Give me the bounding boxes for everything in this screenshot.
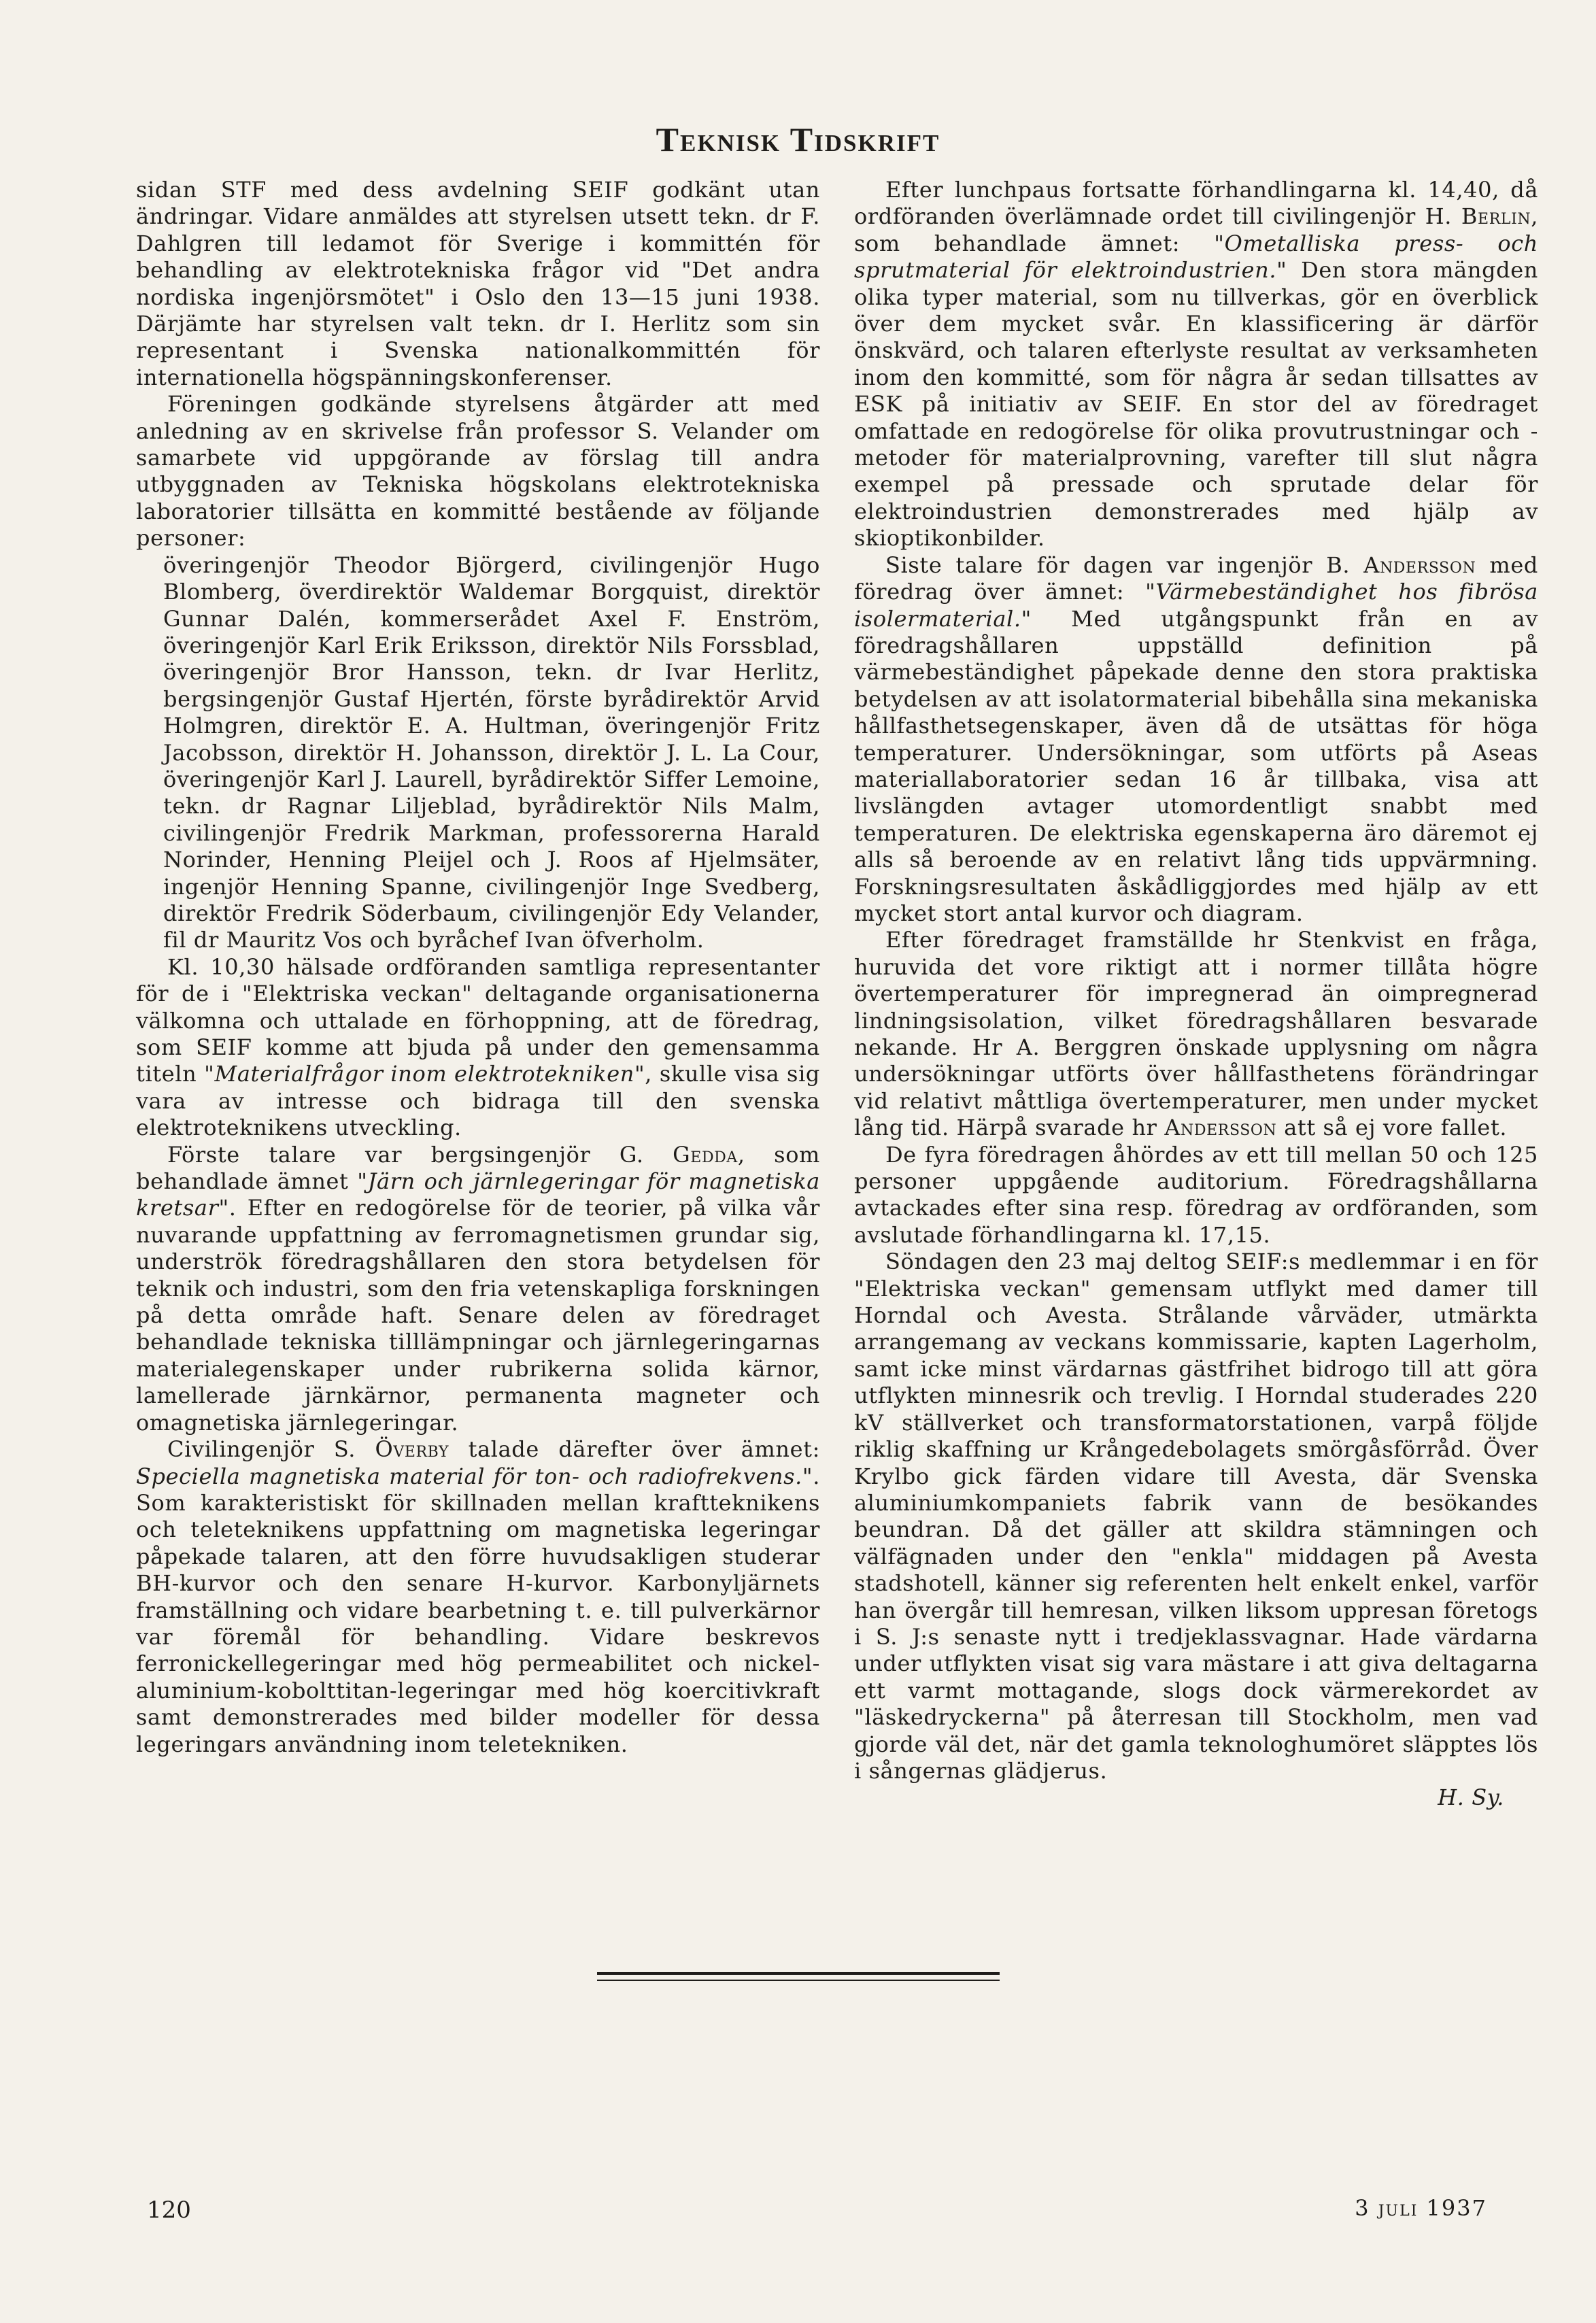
lecture-series-title: Materialfrågor inom elektrotekniken bbox=[214, 1061, 634, 1087]
footer-rule bbox=[597, 1972, 1000, 1975]
paragraph: Kl. 10,30 hälsade ordföranden samtliga representanter för de i "Elektriska veckan" deltagande organisationerna välkomna och uttalade en förhoppning, att de föredrag, som SEIF komme att bjuda på under den gemensamma titeln "Materialfrågor inom elektrotekniken", skulle visa sig vara av intresse och bidraga till den svenska elektroteknikens utveckling. bbox=[136, 953, 821, 1141]
speaker-name: Berlin bbox=[1461, 203, 1531, 230]
text-run: , som behandlade ämnet: " bbox=[854, 203, 1538, 256]
issue-date: 3 juli 1937 bbox=[1355, 2195, 1487, 2221]
text-run: Siste talare för dagen var ingenjör B. bbox=[885, 552, 1364, 578]
footer-rule bbox=[597, 1980, 1000, 1981]
text-run: " Med utgångspunkt från en av föredragshållaren uppställd definition på värmebeständighet påpekade denne den stora praktiska betydelsen av att isolatormaterial bibehålla sina mekaniska hållfasthetsegenskaper, även då de utsättas för höga temperaturer. Undersökningar, som utförts på Aseas materiallaboratorier sedan 16 år tillbaka, visa att livslängden avtager utomordentligt snabbt med temperaturen. De elektriska egenskaperna äro däremot ej alls så beroende av en relativt lång tids uppvärmning. Forskningsresultaten åskådliggjordes med hjälp av ett mycket stort antal kurvor och diagram. bbox=[854, 605, 1538, 926]
paragraph: Söndagen den 23 maj deltog SEIF:s medlemmar i en för "Elektriska veckan" gemensam utflykt med damer till Horndal och Avesta. Strålande vårväder, utmärkta arrangemang av veckans kommissarie, kapten Lagerholm, samt icke minst värdarnas gästfrihet bidrogo till att göra utflykten minnesrik och trevlig. I Horndal studerades 220 kV ställverket och transformatorstationen, varpå följde riklig skaffning ur Krångedebolagets smörgåsförråd. Över Krylbo gick färden vidare till Avesta, där Svenska aluminiumkompaniets fabrik vann de besökandes beundran. Då det gäller att skildra stämningen och välfägnaden under den "enkla" middagen på Avesta stadshotell, känner sig referenten helt enkelt enkel, varför han övergår till hemresan, vilken liksom uppresan företogs i S. J:s senaste nytt i tredjeklassvagnar. Hade värdarna under utflykten visat sig vara mästare i att giva deltagarna ett varmt mottagande, slogs dock värmerekordet av "läskedryckerna" på återresan till Stockholm, men vad gjorde väl det, när det gamla teknologhumöret släpptes lös i sångernas glädjerus. bbox=[854, 1249, 1538, 1784]
text-run: ". Efter en redogörelse för de teorier, på vilka vår nuvarande uppfattning av ferromagnetismen grundar sig, underströk föredragshållaren den stora betydelsen för teknik och industri, som den fria vetenskapliga forskningen på detta område haft. Senare delen av föredraget behandlade tekniska tilllämpningar och järnlegeringarnas materialegenskaper under rubrikerna solida kärnor, lamellerade järnkärnor, permanenta magneter och omagnetiska järnlegeringar. bbox=[136, 1195, 820, 1436]
text-run: ", skulle visa sig vara av intresse och bidraga till den svenska elektroteknikens utveckling. bbox=[136, 1061, 821, 1141]
paragraph bbox=[854, 927, 1538, 1141]
author-signature: H. Sy. bbox=[1438, 1784, 1504, 1811]
text-run: ". Som karakteristiskt för skillnaden mellan kraftteknikens och teleteknikens uppfattning om magnetiska legeringar påpekade talaren, att den förre huvudsakligen studerar BH-kurvor och den senare H-kurvor. Karbonyljärnets framställning och vidare bearbetning t. e. till pulverkärnor var föremål för behandling. Vidare beskrevos ferronickellegeringar med hög permeabilitet och nickel-aluminium-kobolttitan-legeringar med hög koercitivkraft samt demonstrerades med bilder modeller för dessa legeringars användning inom teletekniken. bbox=[136, 1463, 820, 1757]
right-column bbox=[854, 177, 1538, 1812]
paragraph bbox=[854, 177, 1538, 552]
speaker-name: Överby bbox=[375, 1436, 449, 1463]
journal-title: Teknisk Tidskrift bbox=[656, 120, 940, 158]
text-run: med föredrag över ämnet: " bbox=[854, 552, 1538, 605]
paragraph: Föreningen godkände styrelsens åtgärder att med anledning av en skrivelse från professor S. Velander om samarbete vid uppgörande av förslag till andra utbyggnaden av Tekniska högskolans elektrotekniska laboratorier tillsätta en kommitté bestående av följande personer: bbox=[136, 391, 820, 552]
speaker-name: Andersson bbox=[1363, 552, 1476, 578]
lecture-title: Speciella magnetiska material för ton- och radiofrekvens. bbox=[136, 1463, 802, 1489]
speaker-name: Gedda bbox=[673, 1141, 738, 1168]
lecture-title: Järn och järnlegeringar för magnetiska kretsar bbox=[136, 1168, 820, 1221]
text-run: talade därefter över ämnet: bbox=[449, 1436, 820, 1463]
text-run: Efter föredraget framställde hr Stenkvist en fråga, huruvida det vore riktigt att i normer tillåta högre övertemperaturer för impregnerad än oimpregnerad lindningsisolation, vilket föredragshållaren besvarade nekande. Hr A. Berggren önskade upplysning om några undersökningar utförts över hållfasthetens förändringar vid relativt måttliga övertemperaturer, men under mycket lång tid. Härpå svarade hr bbox=[854, 927, 1538, 1141]
lecture-title: Ometalliska press- och sprutmaterial för elektroindustrien. bbox=[854, 230, 1538, 284]
page-number: 120 bbox=[147, 2197, 191, 2224]
committee-members-list: överingenjör Theodor Björgerd, civilingenjör Hugo Blomberg, överdirektör Waldemar Borgquist, direktör Gunnar Dalén, kommerserådet Axel F. Enström, överingenjör Karl Erik Eriksson, direktör Nils Forssblad, överingenjör Bror Hansson, tekn. dr Ivar Herlitz, bergsingenjör Gustaf Hjertén, förste byrådirektör Arvid Holmgren, direktör E. A. Hultman, överingenjör Fritz Jacobsson, direktör H. Johansson, direktör J. L. La Cour, överingenjör Karl J. Laurell, byrådirektör Siffer Lemoine, tekn. dr Ragnar Liljeblad, byrådirektör Nils Malm, civilingenjör Fredrik Markman, professorerna Harald Norinder, Henning Pleijel och J. Roos af Hjelmsäter, ingenjör Henning Spanne, civilingenjör Inge Svedberg, direktör Fredrik Söderbaum, civilingenjör Edy Velander, fil dr Mauritz Vos och byråchef Ivan öfverholm. bbox=[163, 552, 820, 953]
speaker-name: Andersson bbox=[1164, 1115, 1277, 1141]
paragraph bbox=[136, 1436, 820, 1758]
text-run: Kl. 10,30 hälsade ordföranden samtliga representanter för de i "Elektriska veckan" deltagande organisationerna välkomna och uttalade en förhoppning, att de föredrag, som SEIF komme att bjuda på under den gemensamma titeln bbox=[136, 953, 820, 1087]
lecture-title: Värmebeständighet hos fibrösa isolermaterial. bbox=[854, 579, 1538, 632]
paragraph bbox=[854, 552, 1538, 928]
paragraph: sidan STF med dess avdelning SEIF godkänt utan ändringar. Vidare anmäldes att styrelsen utsett tekn. dr F. Dahlgren till ledamot för Sverige i kommittén för behandling av elektrotekniska frågor vid "Det andra nordiska ingenjörsmötet" i Oslo den 13—15 juni 1938. Därjämte har styrelsen valt tekn. dr I. Herlitz som sin representant i Svenska nationalkommittén för internationella högspänningskonferenser. bbox=[136, 177, 820, 390]
left-column bbox=[136, 177, 820, 1758]
text-run: Civilingenjör S. bbox=[167, 1436, 375, 1463]
paragraph bbox=[136, 1142, 820, 1436]
text-run: Efter lunchpaus fortsatte förhandlingarna kl. 14,40, då ordföranden överlämnade ordet till civilingenjör H. bbox=[854, 177, 1538, 230]
text-run: " Den stora mängden olika typer material, som nu tillverkas, gör en överblick över dem mycket svår. En klassificering är därför önskvärd, och talaren efterlyste resultat av verksamheten inom den kommitté, som för några år sedan tillsattes av ESK på initiativ av SEIF. En stor del av föredraget omfattade en redogörelse för olika provutrustningar och -metoder för materialprovning, varefter till slut några exempel på pressade och sprutade delar för elektroindustrien demonstrerades med hjälp av skioptikonbilder. bbox=[854, 257, 1538, 552]
paragraph: De fyra föredragen åhördes av ett till mellan 50 och 125 personer uppgående auditorium. Föredragshållarna avtackades efter sina resp. föredrag av ordföranden, som avslutade förhandlingarna kl. 17,15. bbox=[854, 1141, 1538, 1248]
text-run: att så ej vore fallet. bbox=[1276, 1115, 1508, 1141]
text-run: , som behandlade ämnet " bbox=[136, 1141, 820, 1195]
text-run: Förste talare var bergsingenjör G. bbox=[167, 1141, 673, 1168]
